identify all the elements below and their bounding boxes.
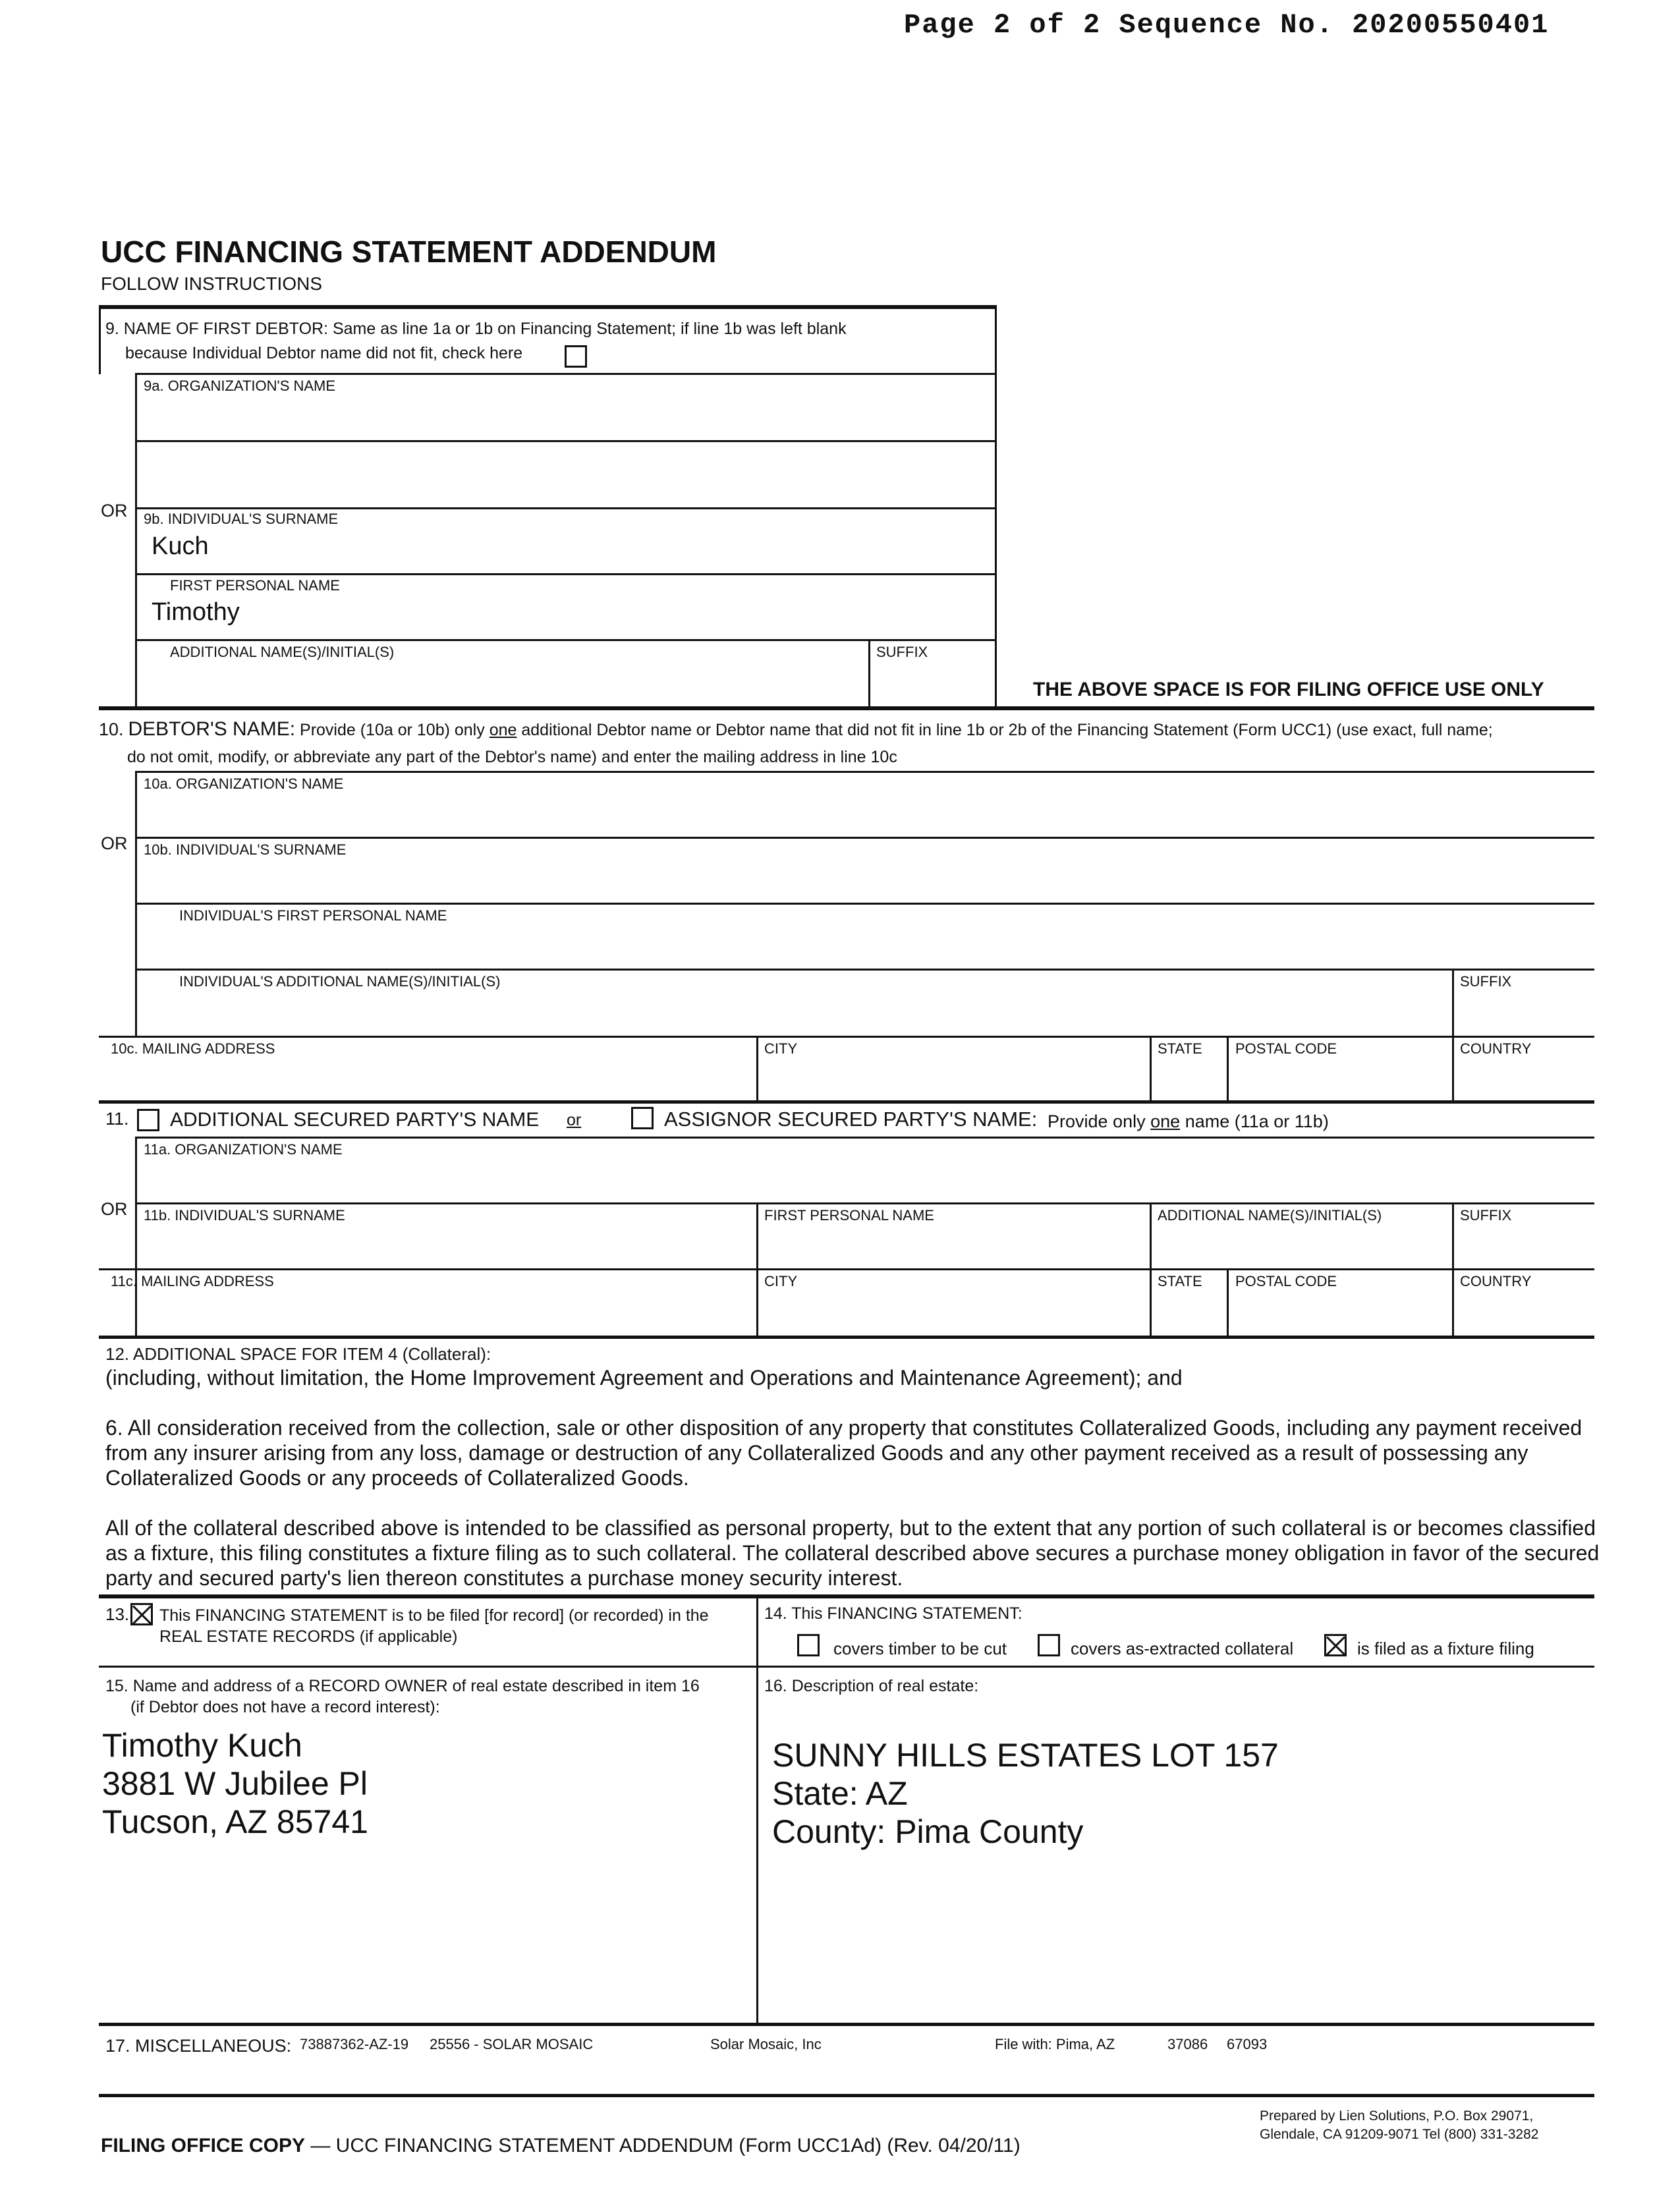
s10-instructions: 10. DEBTOR'S NAME: Provide (10a or 10b) only one additional Debtor name or Debtor name that did not fit in line 1b or 2b of the Financing Statement (Form UCC1) (use exact, full name; [99,718,1493,740]
s16-description-line3: County: Pima County [772,1813,1084,1850]
s10b-surname-label: 10b. INDIVIDUAL'S SURNAME [144,841,347,858]
filing-office-note: THE ABOVE SPACE IS FOR FILING OFFICE USE ONLY [1033,679,1544,700]
s12-label: 12. ADDITIONAL SPACE FOR ITEM 4 (Collateral): [105,1344,491,1364]
form-title: UCC FINANCING STATEMENT ADDENDUM [101,235,717,269]
footer-prepared-line1: Prepared by Lien Solutions, P.O. Box 29071, [1260,2108,1534,2124]
footer-prepared-line2: Glendale, CA 91209-9071 Tel (800) 331-3282 [1260,2127,1539,2142]
s12-paragraph-2: 6. All consideration received from the collection, sale or other disposition of any property that constitutes Collateralized Goods, including any payment received from any insurer arising from any loss, damage or destruction of any Collateralized Goods and any other payment received as a result of possessing any Collateralized Goods or any proceeds of Collateralized Goods. [105,1416,1582,1490]
s11-country-label: COUNTRY [1460,1273,1532,1289]
s17-file-with: File with: Pima, AZ [995,2036,1115,2052]
s13-real-estate-records-checkbox[interactable] [130,1603,153,1625]
s10-instructions-line2: do not omit, modify, or abbreviate any part of the Debtor's name) and enter the mailing address in line 10c [127,748,897,766]
s15-owner-street: 3881 W Jubilee Pl [102,1765,368,1802]
s14-timber-checkbox[interactable] [797,1634,820,1656]
s13-line2: REAL ESTATE RECORDS (if applicable) [159,1627,458,1646]
s17-label: 17. MISCELLANEOUS: [105,2036,292,2056]
s9-additional-name-label: ADDITIONAL NAME(S)/INITIAL(S) [170,644,395,660]
s11-provide-note: Provide only one name (11a or 11b) [1048,1112,1329,1131]
s14-label: 14. This FINANCING STATEMENT: [764,1604,1022,1623]
s10a-org-name-label: 10a. ORGANIZATION'S NAME [144,775,344,792]
s9-suffix-label: SUFFIX [876,644,928,660]
s10c-mailing-address-label: 10c. MAILING ADDRESS [111,1040,275,1057]
s17-code: 25556 - SOLAR MOSAIC [430,2036,594,2052]
s11-or-label: OR [101,1199,128,1219]
s17-reference: 73887362-AZ-19 [300,2036,409,2052]
s15-owner-name: Timothy Kuch [102,1727,302,1764]
s9b-surname-value: Kuch [152,532,209,560]
s10-postal-code-label: POSTAL CODE [1235,1040,1337,1057]
s14-fixture-filing-label: is filed as a fixture filing [1357,1639,1534,1658]
s13-number: 13. [105,1604,130,1624]
s11-state-label: STATE [1158,1273,1202,1289]
s9-label-line2: because Individual Debtor name did not fit, check here [125,344,523,362]
s11b-surname-label: 11b. INDIVIDUAL'S SURNAME [144,1207,345,1224]
s10-first-name-label: INDIVIDUAL'S FIRST PERSONAL NAME [179,907,447,924]
s11-postal-code-label: POSTAL CODE [1235,1273,1337,1289]
s11-assignor-secured-party-label: ASSIGNOR SECURED PARTY'S NAME: [664,1108,1038,1131]
s11-or-word: or [567,1111,582,1129]
s14-as-extracted-checkbox[interactable] [1038,1634,1060,1656]
s15-label-line2: (if Debtor does not have a record interest): [130,1698,440,1716]
s17-number-1: 37086 [1167,2036,1208,2052]
s9-first-name-label: FIRST PERSONAL NAME [170,577,340,594]
s14-as-extracted-label: covers as-extracted collateral [1071,1639,1294,1658]
s17-number-2: 67093 [1227,2036,1268,2052]
s12-paragraph-1: (including, without limitation, the Home Improvement Agreement and Operations and Maintenance Agreement); and [105,1366,1183,1390]
s11-assignor-secured-party-checkbox[interactable] [631,1107,654,1129]
s16-description-line2: State: AZ [772,1775,908,1812]
s16-description-line1: SUNNY HILLS ESTATES LOT 157 [772,1737,1279,1774]
s10-or-label: OR [101,833,128,853]
s11-city-label: CITY [764,1273,798,1289]
s10-country-label: COUNTRY [1460,1040,1532,1057]
s10-city-label: CITY [764,1040,798,1057]
s10-state-label: STATE [1158,1040,1202,1057]
s10-additional-name-label: INDIVIDUAL'S ADDITIONAL NAME(S)/INITIAL(S) [179,973,501,990]
s9-or-label: OR [101,501,128,521]
form-subtitle: FOLLOW INSTRUCTIONS [101,273,323,294]
s11-first-name-label: FIRST PERSONAL NAME [764,1207,934,1224]
s11-additional-secured-party-checkbox[interactable] [137,1109,159,1131]
s12-paragraph-3: All of the collateral described above is intended to be classified as personal property, but to the extent that any portion of such collateral is or becomes classified as a fixture, this filing constitutes a fixture filing as to such collateral. The collateral described above secures a purchase money obligation in favor of the secured party and secured party's lien thereon constitutes a purchase money security interest. [105,1516,1600,1590]
s9a-org-name-label: 9a. ORGANIZATION'S NAME [144,378,336,394]
s17-company: Solar Mosaic, Inc [710,2036,822,2052]
s9b-surname-label: 9b. INDIVIDUAL'S SURNAME [144,511,339,527]
page-sequence-header: Page 2 of 2 Sequence No. 20200550401 [904,9,1550,41]
footer-form-name: FILING OFFICE COPY — UCC FINANCING STATEMENT ADDENDUM (Form UCC1Ad) (Rev. 04/20/11) [101,2135,1021,2156]
s11-number: 11. [105,1109,129,1129]
s15-label-line1: 15. Name and address of a RECORD OWNER of real estate described in item 16 [105,1677,700,1695]
s16-label: 16. Description of real estate: [764,1677,979,1695]
s11a-org-name-label: 11a. ORGANIZATION'S NAME [144,1141,343,1158]
s14-fixture-filing-checkbox[interactable] [1324,1634,1347,1656]
s15-owner-city-state-zip: Tucson, AZ 85741 [102,1803,368,1840]
s9-label-line1: 9. NAME OF FIRST DEBTOR: Same as line 1a or 1b on Financing Statement; if line 1b was left blank [105,320,847,338]
s9-check-here-checkbox[interactable] [565,345,587,368]
s13-line1: This FINANCING STATEMENT is to be filed [for record] (or recorded) in the [159,1606,709,1625]
s14-timber-label: covers timber to be cut [833,1639,1007,1658]
s10-suffix-label: SUFFIX [1460,973,1512,990]
s11c-mailing-address-label: 11c. MAILING ADDRESS [111,1273,274,1289]
s11-additional-secured-party-label: ADDITIONAL SECURED PARTY'S NAME [170,1109,540,1131]
s11-suffix-label: SUFFIX [1460,1207,1512,1224]
s9-first-name-value: Timothy [152,598,240,626]
s11-additional-name-label: ADDITIONAL NAME(S)/INITIAL(S) [1158,1207,1382,1224]
